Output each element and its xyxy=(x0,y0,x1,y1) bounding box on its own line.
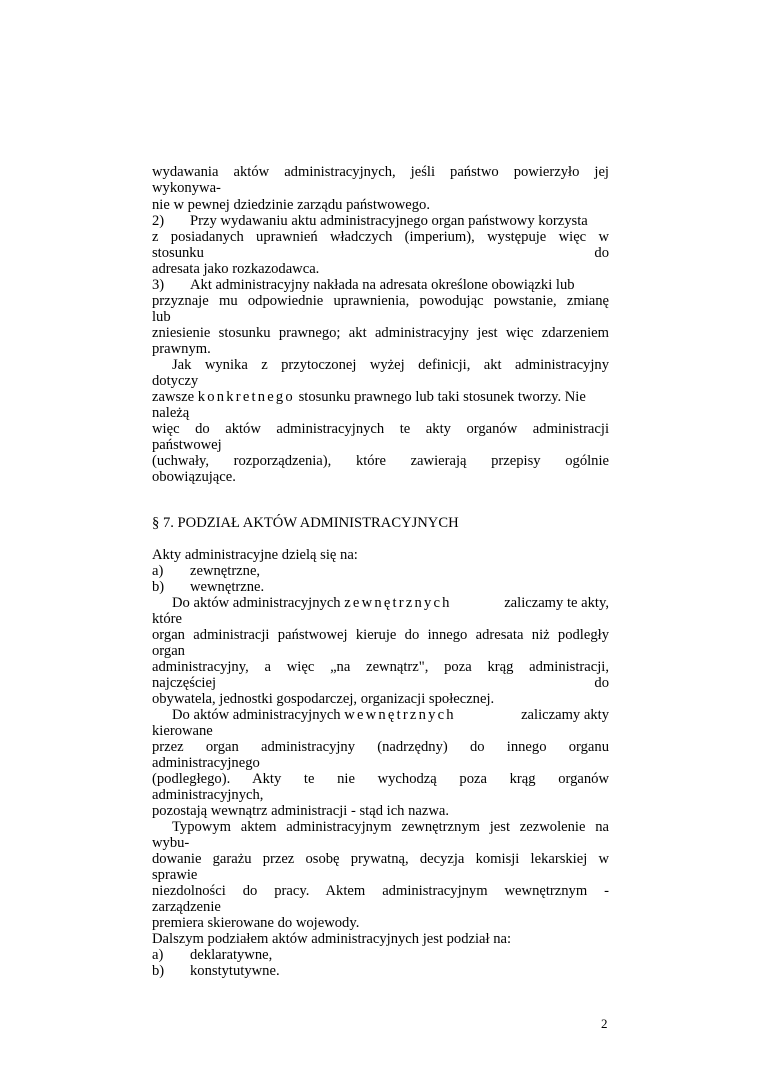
text-fragment: do xyxy=(594,675,609,691)
text-line: Akt administracyjny nakłada na adresata określone obowiązki lub xyxy=(190,277,575,293)
text-line xyxy=(152,389,609,405)
text-line: lub xyxy=(152,309,171,325)
list-item xyxy=(152,947,609,963)
text-line: więc do aktów administracyjnych te akty organów administracji xyxy=(152,421,609,437)
text-line: deklaratywne, xyxy=(190,947,273,963)
text-line: wewnętrzne. xyxy=(190,579,265,595)
text-line: zniesienie stosunku prawnego; akt administracyjny jest więc zdarzeniem xyxy=(152,325,609,341)
list-item xyxy=(152,277,609,293)
text-line: wykonywa- xyxy=(152,180,221,196)
text-line: administracyjnych, xyxy=(152,787,264,803)
list-letter: b) xyxy=(152,963,165,979)
text-line: przez organ administracyjny (nadrzędny) do innego organu xyxy=(152,739,609,755)
text-line: które xyxy=(152,611,182,627)
text-fragment: najczęściej xyxy=(152,675,217,691)
emphasized-term: wewnętrznych xyxy=(344,707,456,723)
text-fragment: do xyxy=(594,245,609,261)
text-line: Jak wynika z przytoczonej wyżej definicji, akt administracyjny xyxy=(172,357,609,373)
text-line: Dalszym podziałem aktów administracyjnych jest podział na: xyxy=(152,931,512,947)
text-line: administracyjnego xyxy=(152,755,260,771)
heading-rest: ADMINISTRACYJNYCH xyxy=(299,515,459,531)
text-line: Przy wydawaniu aktu administracyjnego organ państwowy korzysta xyxy=(190,213,588,229)
list-letter: b) xyxy=(152,579,165,595)
text-fragment: Do aktów administracyjnych xyxy=(172,707,345,723)
text-line: kierowane xyxy=(152,723,213,739)
list-item xyxy=(152,579,609,595)
text-line: państwowej xyxy=(152,437,222,453)
list-letter: a) xyxy=(152,563,164,579)
text-fragment: zaliczamy akty xyxy=(521,707,609,723)
text-line: wydawania aktów administracyjnych, jeśli państwo powierzyło jej xyxy=(152,164,609,180)
text-line: nie w pewnej dziedzinie zarządu państwowego. xyxy=(152,197,430,213)
heading-prefix: § 7. PODZIAŁ AKTÓW xyxy=(152,515,300,531)
list-letter: a) xyxy=(152,947,164,963)
text-line xyxy=(152,675,609,691)
text-line: konstytutywne. xyxy=(190,963,280,979)
list-item xyxy=(152,213,609,229)
emphasized-term: konkretnego xyxy=(197,389,295,405)
text-line: prawnym. xyxy=(152,341,211,357)
text-fragment: stosunku xyxy=(152,245,204,261)
text-fragment: Do aktów administracyjnych xyxy=(172,595,345,611)
text-line: należą xyxy=(152,405,190,421)
emphasized-term: zewnętrznych xyxy=(344,595,452,611)
text-line: pozostają wewnątrz administracji - stąd ich nazwa. xyxy=(152,803,450,819)
text-line: Akty administracyjne dzielą się na: xyxy=(152,547,358,563)
text-line: zewnętrzne, xyxy=(190,563,261,579)
list-number: 2) xyxy=(152,213,165,229)
text-line: dotyczy xyxy=(152,373,199,389)
text-line: niezdolności do pracy. Aktem administracyjnym wewnętrznym - xyxy=(152,883,609,899)
page-number: 2 xyxy=(601,1016,608,1031)
text-line: adresata jako rozkazodawca. xyxy=(152,261,320,277)
list-item xyxy=(152,563,609,579)
text-line xyxy=(172,707,609,723)
text-fragment: stosunku prawnego lub taki stosunek tworzy. Nie xyxy=(294,389,586,405)
text-line: administracyjny, a więc „na zewnątrz", poza krąg administracji, xyxy=(152,659,609,675)
text-line: organ xyxy=(152,643,185,659)
list-item xyxy=(152,963,609,979)
text-line: (podległego). Akty te nie wychodzą poza krąg organów xyxy=(152,771,609,787)
text-line: obywatela, jednostki gospodarczej, organizacji społecznej. xyxy=(152,691,495,707)
text-fragment: zawsze xyxy=(152,389,198,405)
text-line xyxy=(152,245,609,261)
text-line: obowiązujące. xyxy=(152,469,236,485)
text-line: premiera skierowane do wojewody. xyxy=(152,915,360,931)
text-line: sprawie xyxy=(152,867,198,883)
text-line: (uchwały, rozporządzenia), które zawierają przepisy ogólnie xyxy=(152,453,609,469)
text-line: Typowym aktem administracyjnym zewnętrznym jest zezwolenie na xyxy=(172,819,609,835)
text-line: przyznaje mu odpowiednie uprawnienia, powodując powstanie, zmianę xyxy=(152,293,609,309)
section-heading xyxy=(152,515,609,531)
text-line xyxy=(172,595,609,611)
list-number: 3) xyxy=(152,277,165,293)
text-line: wybu- xyxy=(152,835,190,851)
text-line: organ administracji państwowej kieruje do innego adresata niż podległy xyxy=(152,627,609,643)
text-fragment: zaliczamy te akty, xyxy=(504,595,609,611)
text-line: dowanie garażu przez osobę prywatną, decyzja komisji lekarskiej w xyxy=(152,851,609,867)
text-line: zarządzenie xyxy=(152,899,221,915)
text-line: z posiadanych uprawnień władczych (imperium), występuje więc w xyxy=(152,229,609,245)
